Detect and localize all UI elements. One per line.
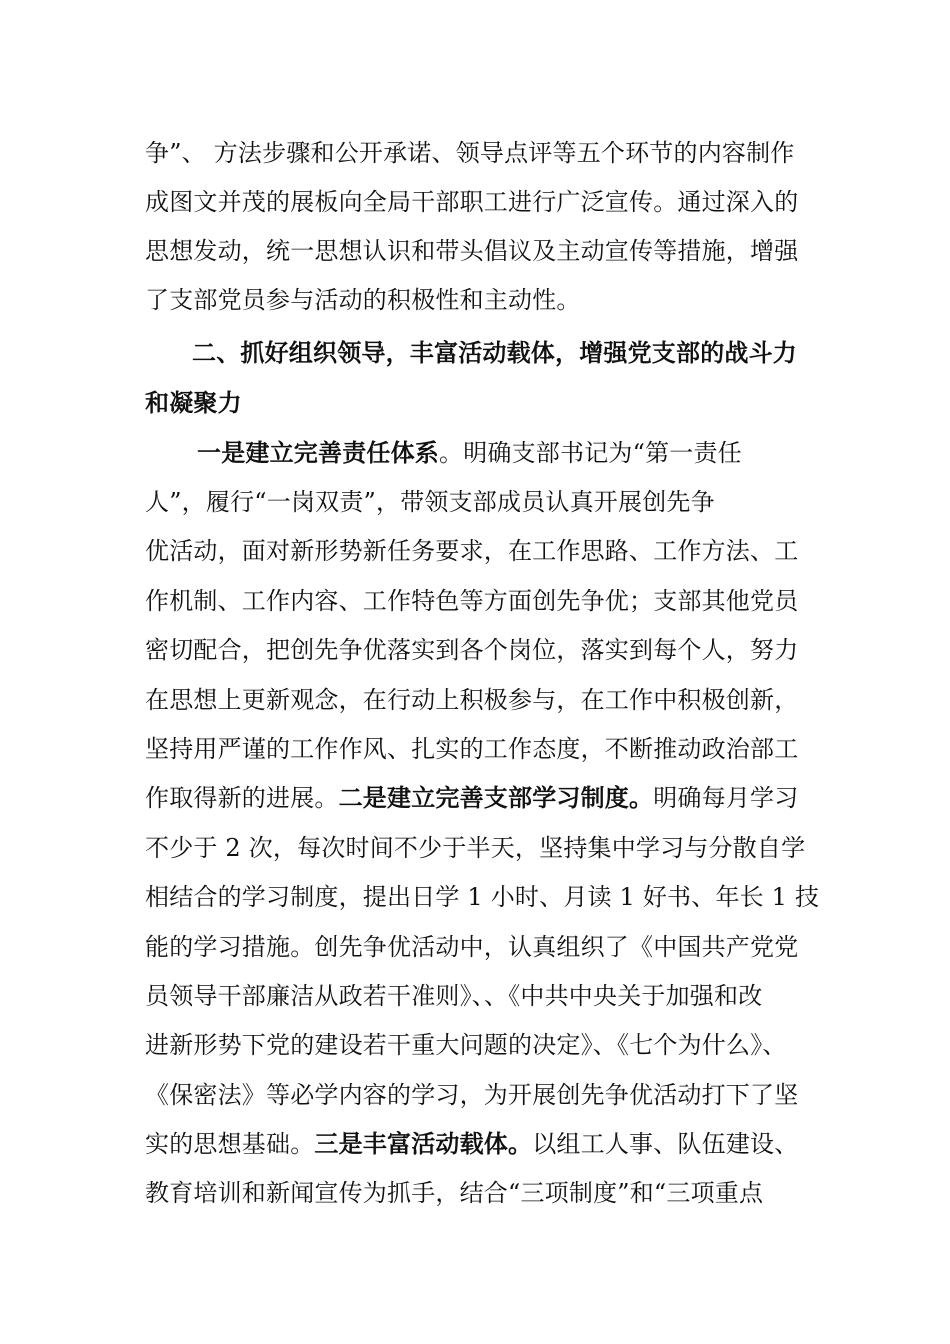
- paragraph-line: 在思想上更新观念，在行动上积极参与，在工作中积极创新，: [145, 686, 799, 714]
- item-three-title: 三是丰富活动载体。: [314, 1130, 533, 1158]
- paragraph-line: 人”，履行“一岗双责”，带领支部成员认真开展创先争: [145, 488, 715, 516]
- item-two-ending: 实的思想基础。: [145, 1130, 315, 1158]
- paragraph-line: 进新形势下党的建设若干重大问题的决定》、《七个为什么》、: [145, 1031, 787, 1059]
- item-one-text: 。明确支部书记为“第一责任: [439, 439, 742, 467]
- paragraph-line: 《保密法》等必学内容的学习，为开展创先争优活动打下了坚: [145, 1081, 799, 1109]
- item-two-title: 二是建立完善支部学习制度。: [338, 784, 654, 812]
- section-heading-continued: 和凝聚力: [145, 389, 242, 417]
- paragraph-line: 能的学习措施。创先争优活动中，认真组织了《中国共产党党: [145, 933, 799, 961]
- paragraph-line: 密切配合，把创先争优落实到各个岗位，落实到每个人，努力: [145, 636, 799, 664]
- paragraph-line: 员领导干部廉洁从政若干准则》、、《中共中央关于加强和改: [145, 982, 763, 1010]
- paragraph-line: 不少于 2 次，每次时间不少于半天，坚持集中学习与分散自学: [145, 834, 806, 862]
- paragraph-line: [145, 1128, 825, 1160]
- paragraph-line: 成图文并茂的展板向全局干部职工进行广泛宣传。通过深入的: [145, 188, 799, 216]
- item-one-title: 一是建立完善责任体系: [197, 439, 439, 467]
- paragraph-line: 作机制、工作内容、工作特色等方面创先争优；支部其他党员: [145, 587, 799, 615]
- paragraph-line: 争”、 方法步骤和公开承诺、领导点评等五个环节的内容制作: [145, 139, 795, 167]
- paragraph-line: 相结合的学习制度，提出日学 1 小时、月读 1 好书、年长 1 技: [145, 883, 820, 911]
- item-two-text: 明确每月学习: [653, 784, 799, 812]
- item-one-ending: 作取得新的进展。: [145, 784, 339, 812]
- paragraph-line: 思想发动，统一思想认识和带头倡议及主动宣传等措施，增强: [145, 237, 799, 265]
- paragraph-line: 优活动，面对新形势新任务要求，在工作思路、工作方法、工: [145, 537, 799, 565]
- paragraph-line: 了支部党员参与活动的积极性和主动性。: [145, 286, 581, 314]
- paragraph-line: 坚持用严谨的工作作风、扎实的工作态度，不断推动政治部工: [145, 735, 799, 763]
- paragraph-line: 教育培训和新闻宣传为抓手，结合“三项制度”和“三项重点: [145, 1179, 764, 1207]
- paragraph-line: [145, 782, 825, 814]
- paragraph-line: [197, 437, 877, 469]
- section-heading: 二、抓好组织领导，丰富活动载体，增强党支部的战斗力: [192, 339, 797, 367]
- item-three-text: 以组工人事、队伍建设、: [532, 1130, 799, 1158]
